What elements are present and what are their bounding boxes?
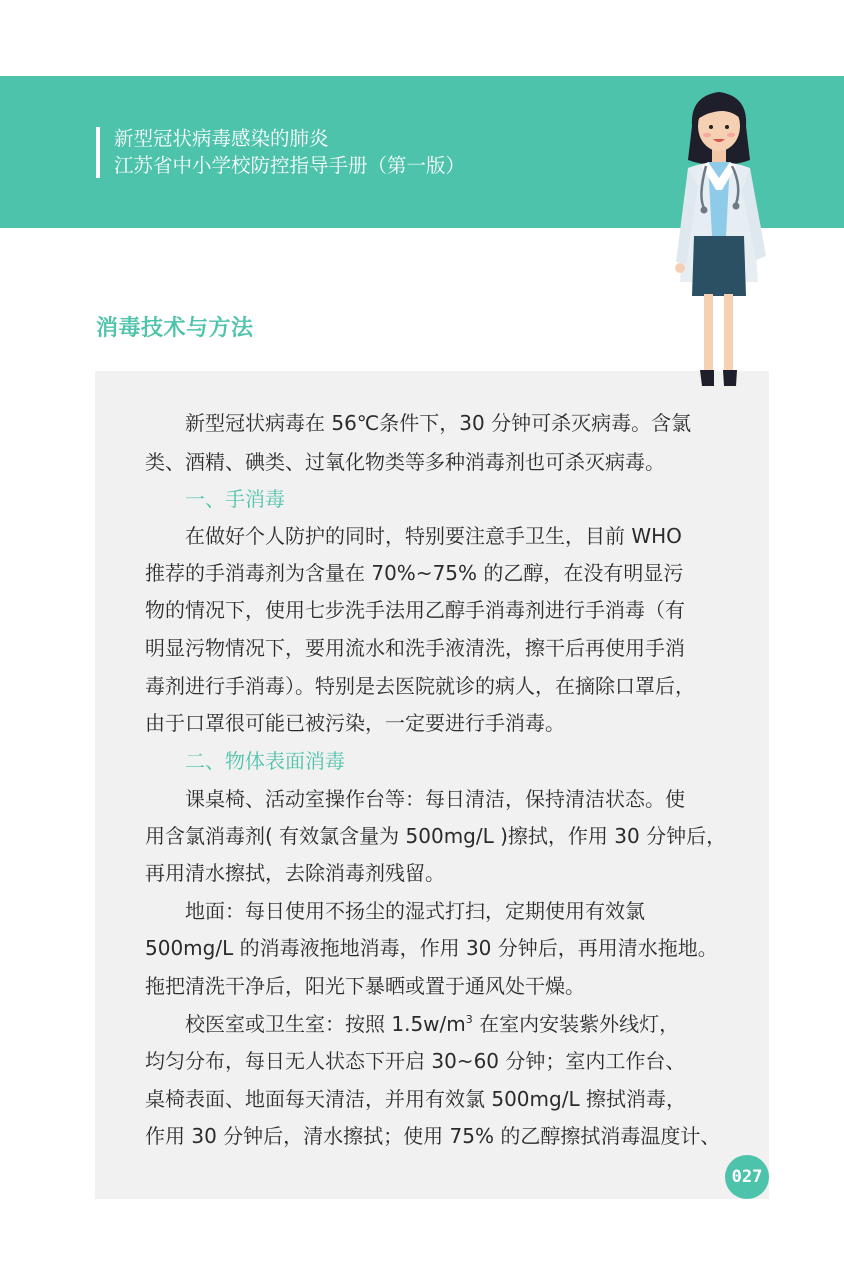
body-line: 桌椅表面、地面每天清洁，并用有效氯 500mg/L 擦拭消毒， <box>145 1087 686 1111</box>
body-line: 由于口罩很可能已被污染，一定要进行手消毒。 <box>145 711 565 735</box>
body-line: 再用清水擦拭，去除消毒剂残留。 <box>145 861 445 885</box>
subheading-hand-disinfection: 一、手消毒 <box>185 487 285 511</box>
section-title: 消毒技术与方法 <box>96 316 254 341</box>
body-line: 毒剂进行手消毒）。特别是去医院就诊的病人，在摘除口罩后， <box>145 674 695 698</box>
body-line <box>185 1011 679 1037</box>
body-line: 均匀分布，每日无人状态下开启 30~60 分钟；室内工作台、 <box>145 1049 686 1073</box>
subheading-surface-disinfection: 二、物体表面消毒 <box>185 749 345 773</box>
body-line: 作用 30 分钟后，清水擦拭；使用 75% 的乙醇擦拭消毒温度计、 <box>145 1124 721 1148</box>
body-line: 地面：每日使用不扬尘的湿式打扫，定期使用有效氯 <box>185 899 645 923</box>
doctor-illustration <box>664 86 774 390</box>
page-number-badge: 027 <box>725 1155 769 1199</box>
body-line: 新型冠状病毒在 56℃条件下，30 分钟可杀灭病毒。含氯 <box>185 411 692 435</box>
header-title-line2: 江苏省中小学校防控指导手册（第一版） <box>114 154 466 177</box>
header-accent-bar <box>96 127 100 178</box>
body-text: 校医室或卫生室：按照 1.5w/m <box>185 1012 466 1036</box>
header-title-line1: 新型冠状病毒感染的肺炎 <box>114 127 329 150</box>
body-line: 类、酒精、碘类、过氧化物类等多种消毒剂也可杀灭病毒。 <box>145 450 665 474</box>
superscript: 3 <box>465 1013 473 1026</box>
body-line: 明显污物情况下，要用流水和洗手液清洗，擦干后再使用手消 <box>145 636 685 660</box>
body-line: 500mg/L 的消毒液拖地消毒，作用 30 分钟后，再用清水拖地。 <box>145 936 718 960</box>
body-line: 推荐的手消毒剂为含量在 70%~75% 的乙醇，在没有明显污 <box>145 561 684 585</box>
body-line: 课桌椅、活动室操作台等：每日清洁，保持清洁状态。使 <box>185 787 685 811</box>
body-line: 拖把清洗干净后，阳光下暴晒或置于通风处干燥。 <box>145 974 585 998</box>
body-line: 用含氯消毒剂( 有效氯含量为 500mg/L )擦拭，作用 30 分钟后， <box>145 824 727 848</box>
body-text: 在室内安装紫外线灯， <box>472 1012 680 1036</box>
body-line: 物的情况下，使用七步洗手法用乙醇手消毒剂进行手消毒（有 <box>145 598 685 622</box>
body-line: 在做好个人防护的同时，特别要注意手卫生，目前 WHO <box>185 524 682 548</box>
